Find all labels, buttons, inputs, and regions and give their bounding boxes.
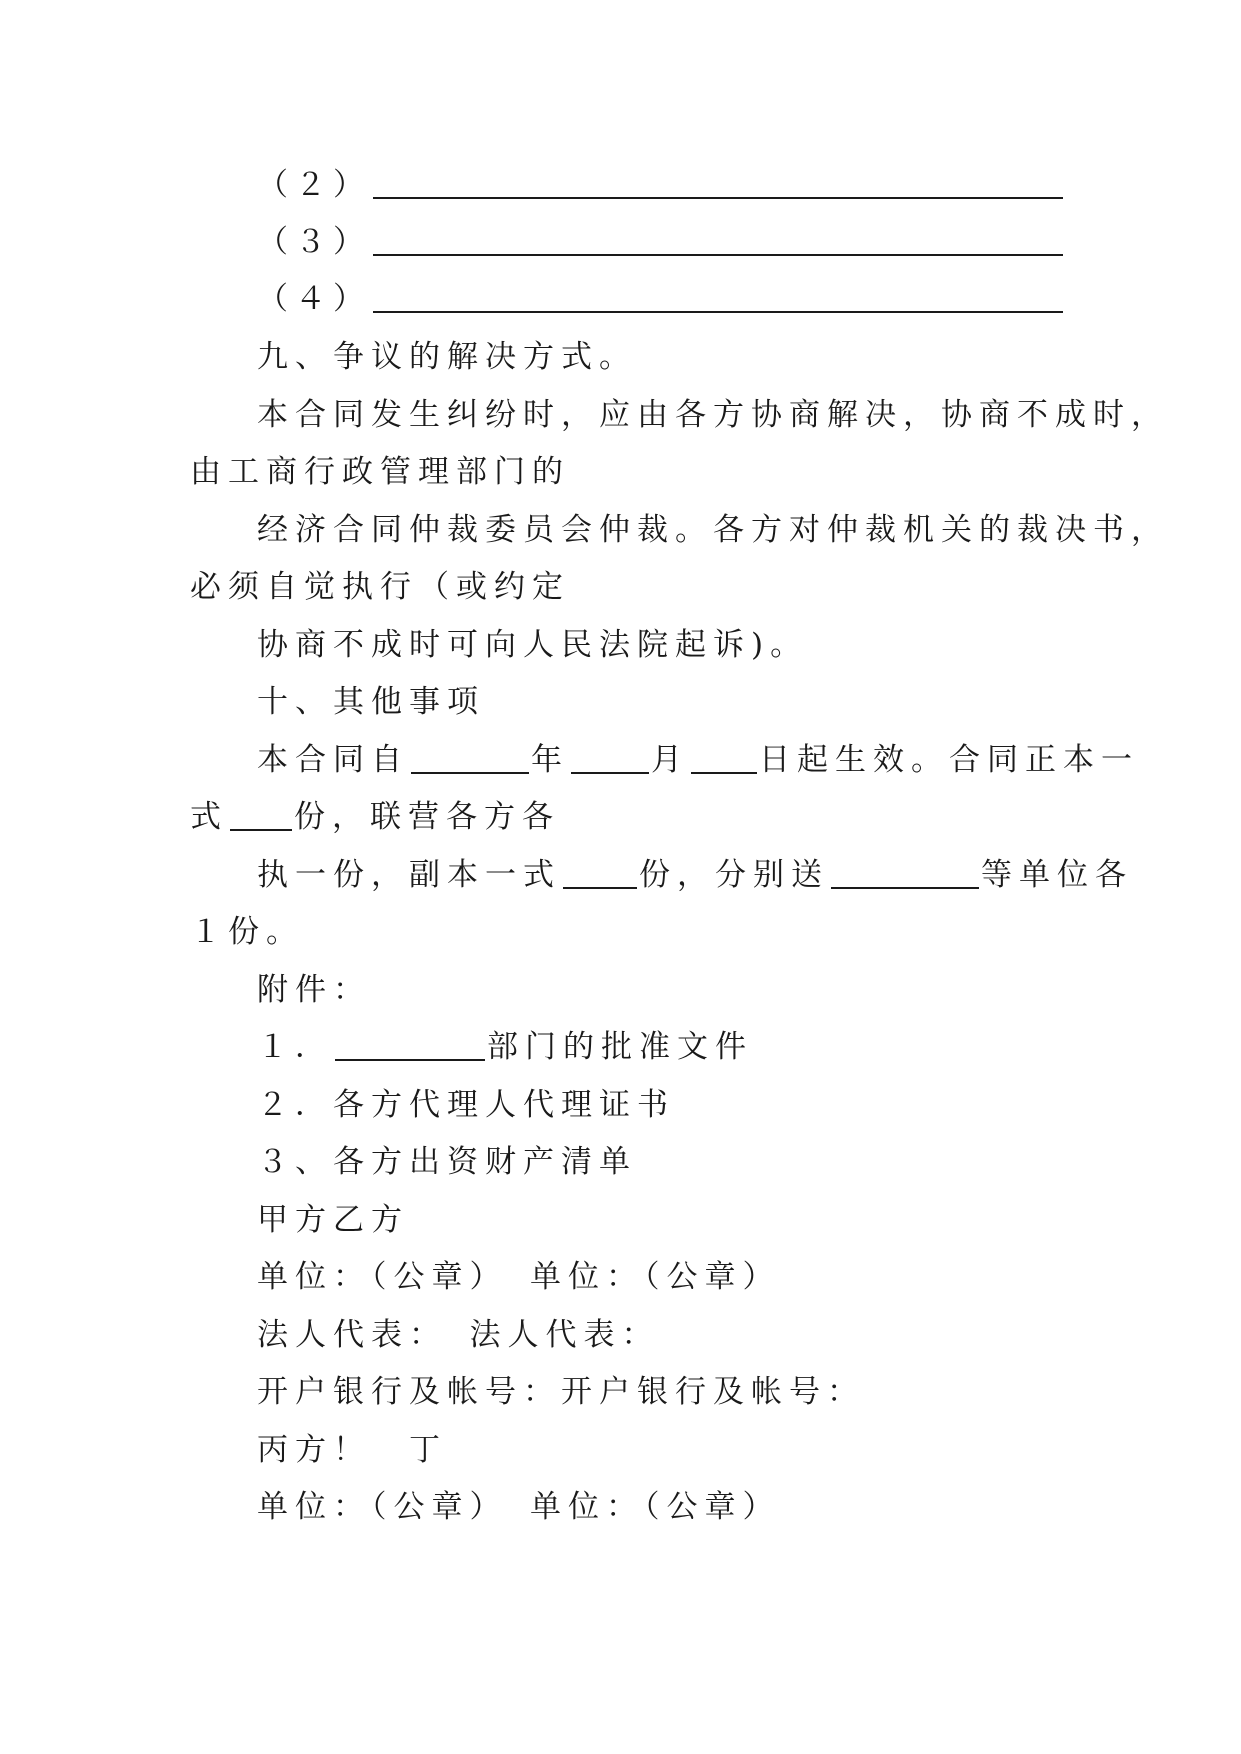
month-blank[interactable] [571, 742, 649, 774]
fill-in-blank[interactable] [373, 281, 1063, 313]
text-fragment: 日起生效。合同正本一 [759, 742, 1139, 778]
list-item [257, 165, 1065, 205]
attachment-item: ２．各方代理人代理证书 [257, 1087, 675, 1123]
signature-legal-rep: 法人代表： 法人代表： [257, 1317, 660, 1353]
copies-blank[interactable] [563, 857, 637, 889]
text-fragment: 等单位各 [981, 857, 1133, 893]
text-fragment: 月 [651, 742, 689, 778]
attachment-item [257, 1027, 753, 1067]
text-fragment: 部门的批准文件 [487, 1029, 753, 1065]
attachments-label: 附件： [257, 972, 371, 1008]
paragraph-line [190, 797, 560, 837]
signature-bank: 开户银行及帐号：开户银行及帐号： [257, 1374, 865, 1410]
paragraph-line: 由工商行政管理部门的 [190, 454, 570, 490]
text-fragment: 份，联营各方各 [294, 799, 560, 835]
text-fragment: 执一份，副本一式 [257, 857, 561, 893]
text-fragment: 式 [190, 799, 228, 835]
paragraph-line: 本合同发生纠纷时，应由各方协商解决，协商不成时， [257, 397, 1169, 433]
attachment-item: ３、各方出资财产清单 [257, 1144, 637, 1180]
paragraph-line: 经济合同仲裁委员会仲裁。各方对仲裁机关的裁决书， [257, 512, 1169, 548]
item-number: （４） [257, 281, 371, 317]
list-item [257, 279, 1065, 319]
paragraph-line: １份。 [190, 914, 304, 950]
recipient-blank[interactable] [831, 857, 979, 889]
paragraph-line: 必须自觉执行（或约定 [190, 569, 570, 605]
signature-parties: 甲方乙方 [257, 1202, 409, 1238]
section-heading-dispute: 九、争议的解决方式。 [257, 339, 637, 375]
department-blank[interactable] [335, 1029, 485, 1061]
paragraph-line [257, 740, 1139, 780]
item-number: （３） [257, 224, 371, 260]
section-heading-other: 十、其他事项 [257, 684, 485, 720]
text-fragment: 年 [531, 742, 569, 778]
item-number: １． [257, 1029, 333, 1065]
signature-unit: 单位：（公章） 单位：（公章） [257, 1489, 781, 1525]
copies-blank[interactable] [230, 799, 292, 831]
day-blank[interactable] [691, 742, 757, 774]
list-item [257, 222, 1065, 262]
item-number: （２） [257, 167, 371, 203]
signature-unit: 单位：（公章） 单位：（公章） [257, 1259, 781, 1295]
paragraph-line: 协商不成时可向人民法院起诉)。 [257, 627, 809, 663]
signature-parties: 丙方！ 丁 [257, 1432, 447, 1468]
text-fragment: 本合同自 [257, 742, 409, 778]
paragraph-line [257, 855, 1133, 895]
fill-in-blank[interactable] [373, 224, 1063, 256]
fill-in-blank[interactable] [373, 167, 1063, 199]
text-fragment: 份，分别送 [639, 857, 829, 893]
year-blank[interactable] [411, 742, 529, 774]
